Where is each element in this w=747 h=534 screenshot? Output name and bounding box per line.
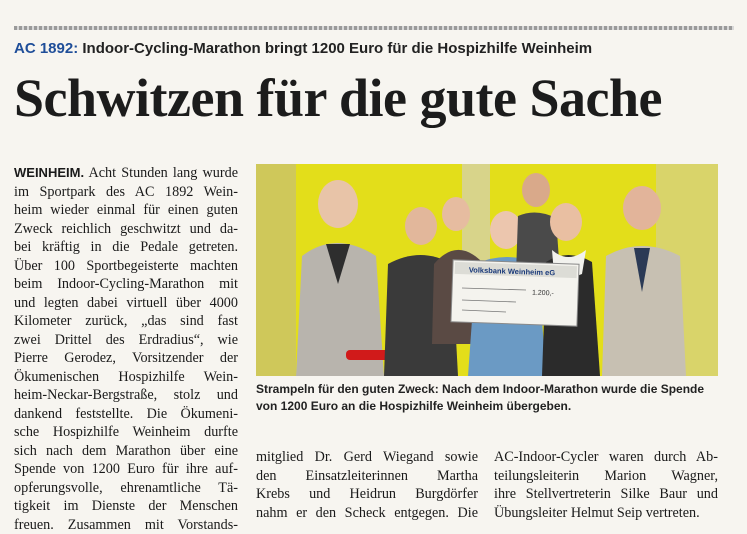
article-line: im Sportpark des AC 1892 Wein- xyxy=(14,183,238,202)
article-column-1 xyxy=(14,164,238,534)
check-amount: 1.200,- xyxy=(532,290,555,298)
check-bank-name: Volksbank Weinheim eG xyxy=(469,265,556,277)
article-line: zwei Drittel des Erdradius“, wie xyxy=(14,331,238,350)
article-line: teilungsleiterin Marion Wagner, xyxy=(494,467,718,486)
article-line: den Einsatzleiterinnen Martha xyxy=(256,467,478,486)
article-line: Übungsleiter Helmut Seip vertreten. xyxy=(494,504,718,523)
kicker-text: Indoor-Cycling-Marathon bringt 1200 Euro für die Hospizhilfe Weinheim xyxy=(82,40,592,57)
headline: Schwitzen für die gute Sache xyxy=(14,66,734,130)
article-line: Spende von 1200 Euro für ihre auf- xyxy=(14,460,238,479)
article-line: opferungsvolle, ehrenamtliche Tä- xyxy=(14,479,238,498)
top-rule xyxy=(14,26,734,30)
article-line: bei kräftig in die Pedale getreten. xyxy=(14,238,238,257)
article-line: Kilometer zurück, „das sind fast xyxy=(14,312,238,331)
article-line: freuen. Zusammen mit Vorstands- xyxy=(14,516,238,534)
article-line: Zweck reichlich geschwitzt und da- xyxy=(14,220,238,239)
article-line: beim Indoor-Cycling-Marathon mit xyxy=(14,275,238,294)
article-line: tigkeit im Dienste der Menschen xyxy=(14,497,238,516)
kicker-label: AC 1892: xyxy=(14,40,78,57)
group-photo-illustration xyxy=(256,164,718,376)
article-line: AC-Indoor-Cycler waren durch Ab- xyxy=(494,448,718,467)
article-line: Pierre Gerodez, Vorsitzender der xyxy=(14,349,238,368)
news-photo xyxy=(256,164,718,376)
article-line: Krebs und Heidrun Burgdörfer xyxy=(256,485,478,504)
article-line: Über 100 Sportbegeisterte machten xyxy=(14,257,238,276)
article-column-2 xyxy=(256,448,478,522)
kicker xyxy=(14,40,734,57)
article-line: nahm er den Scheck entgegen. Die xyxy=(256,504,478,523)
article-line: heim wieder einmal für einen guten xyxy=(14,201,238,220)
article-line: mitglied Dr. Gerd Wiegand sowie xyxy=(256,448,478,467)
article-column-3 xyxy=(494,448,718,522)
article-line: heim-Neckar-Bergstraße, stolz und xyxy=(14,386,238,405)
article-line: und legten dabei virtuell über 4000 xyxy=(14,294,238,313)
article-line: Ökumenischen Hospizhilfe Wein- xyxy=(14,368,238,387)
article-line: sich nach dem Marathon über eine xyxy=(14,442,238,461)
article-line: WEINHEIM. Acht Stunden lang wurde xyxy=(14,164,238,183)
article-line: dankend feststellte. Die Ökumeni- xyxy=(14,405,238,424)
donation-check xyxy=(451,260,579,326)
photo-caption: Strampeln für den guten Zweck: Nach dem Indoor-Marathon wurde die Spende von 1200 Euro an die Hospizhilfe Weinheim übergeben. xyxy=(256,381,718,415)
article-line: sche Hospizhilfe Weinheim durfte xyxy=(14,423,238,442)
article-line: ihre Stellvertreterin Silke Baur und xyxy=(494,485,718,504)
dateline: WEINHEIM. xyxy=(14,165,84,180)
